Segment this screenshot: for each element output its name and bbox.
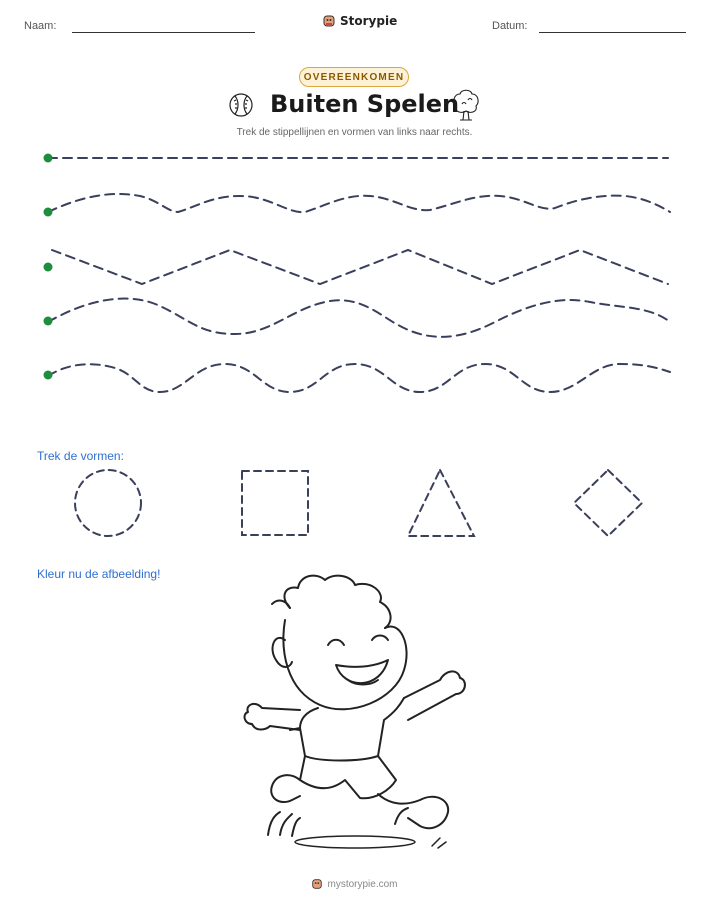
storypie-mascot-icon — [311, 878, 323, 890]
footer-site[interactable]: mystorypie.com — [327, 878, 398, 890]
date-label: Datum: — [492, 20, 528, 32]
category-badge: OVEREENKOMEN — [299, 67, 409, 87]
shapes-section-label: Trek de vormen: — [37, 449, 124, 463]
coloring-section-label: Kleur nu de afbeelding! — [37, 567, 161, 581]
brand-name: Storypie — [340, 14, 398, 28]
page-title: Buiten Spelen — [270, 90, 460, 118]
instructions: Trek de stippellijnen en vormen van links naar rechts. — [236, 127, 473, 138]
footer — [0, 878, 709, 890]
name-label: Naam: — [24, 20, 57, 32]
